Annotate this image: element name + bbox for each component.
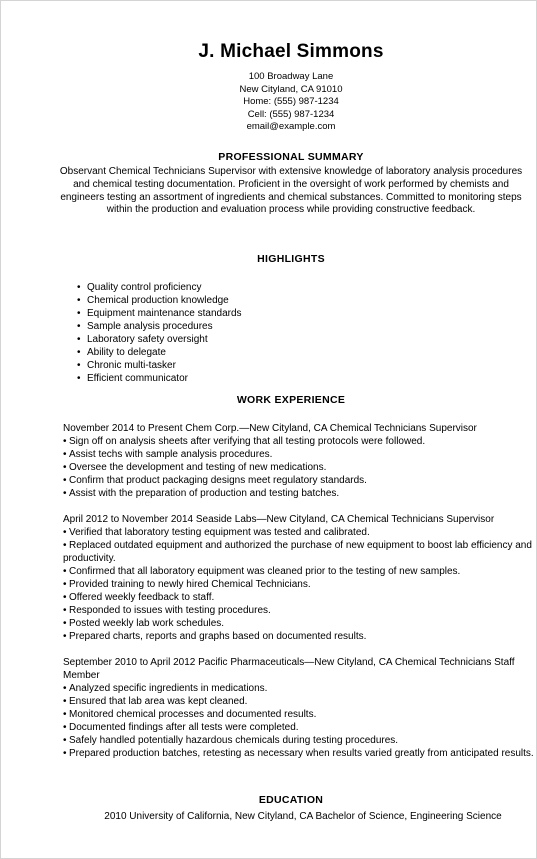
- job-bullet: • Analyzed specific ingredients in medications.: [63, 682, 537, 695]
- highlight-item: • Equipment maintenance standards: [77, 307, 242, 320]
- highlight-item: • Quality control proficiency: [77, 281, 242, 294]
- highlight-item: • Sample analysis procedures: [77, 320, 242, 333]
- highlight-item: • Laboratory safety oversight: [77, 333, 242, 346]
- candidate-name: J. Michael Simmons: [198, 41, 384, 62]
- job-bullet: • Responded to issues with testing procedures.: [63, 604, 537, 617]
- highlights-heading: HIGHLIGHTS: [257, 253, 325, 265]
- job-bullet: • Verified that laboratory testing equipment was tested and calibrated.: [63, 526, 537, 539]
- address-line: 100 Broadway Lane: [248, 71, 334, 82]
- highlight-item: • Chronic multi-tasker: [77, 359, 242, 372]
- job-bullet: • Replaced outdated equipment and authorized the purchase of new equipment to boost lab efficiency and productivity.: [63, 539, 537, 565]
- job-bullet: • Confirmed that all laboratory equipment was cleaned prior to the testing of new samples.: [63, 565, 537, 578]
- highlight-item: • Ability to delegate: [77, 346, 242, 359]
- cell-phone: Cell: (555) 987-1234: [247, 108, 335, 120]
- job-bullet: • Oversee the development and testing of new medications.: [63, 461, 537, 474]
- job-heading: April 2012 to November 2014 Seaside Labs—New Cityland, CA Chemical Technicians Supervisor: [63, 514, 495, 525]
- highlight-item: • Chemical production knowledge: [77, 294, 242, 307]
- contact-block: [1, 71, 537, 134]
- job-bullet: • Assist with the preparation of production and testing batches.: [63, 487, 537, 500]
- job-bullet: • Offered weekly feedback to staff.: [63, 591, 537, 604]
- highlight-item: • Efficient communicator: [77, 372, 242, 385]
- job-bullet: • Monitored chemical processes and documented results.: [63, 708, 537, 721]
- education-heading: EDUCATION: [258, 794, 324, 806]
- job-bullet: • Sign off on analysis sheets after verifying that all testing protocols were followed.: [63, 435, 537, 448]
- job-bullet: • Documented findings after all tests were completed.: [63, 721, 537, 734]
- summary-heading: PROFESSIONAL SUMMARY: [218, 151, 364, 163]
- experience-heading: WORK EXPERIENCE: [236, 394, 346, 406]
- job-bullet: • Prepared charts, reports and graphs based on documented results.: [63, 630, 537, 643]
- job-entry: [63, 656, 537, 760]
- job-entry: [63, 422, 537, 500]
- job-bullet: • Safely handled potentially hazardous chemicals during testing procedures.: [63, 734, 537, 747]
- job-bullets: [63, 526, 537, 643]
- city-line: New Cityland, CA 91010: [239, 83, 343, 95]
- job-bullet: • Ensured that lab area was kept cleaned.: [63, 695, 537, 708]
- job-entry: [63, 513, 537, 643]
- job-heading: November 2014 to Present Chem Corp.—New Cityland, CA Chemical Technicians Supervisor: [63, 423, 477, 434]
- job-bullets: [63, 435, 537, 500]
- email: email@example.com: [246, 121, 336, 132]
- job-bullet: • Posted weekly lab work schedules.: [63, 617, 537, 630]
- job-heading: September 2010 to April 2012 Pacific Pharmaceuticals—New Cityland, CA Chemical Technicians Staff Member: [63, 657, 515, 681]
- home-phone: Home: (555) 987-1234: [243, 96, 339, 107]
- job-bullet: • Prepared production batches, retesting as necessary when results varied greatly from anticipated results.: [63, 747, 537, 760]
- highlights-list: [77, 281, 242, 385]
- summary-text: Observant Chemical Technicians Supervisor with extensive knowledge of laboratory analysis procedures and chemical testing documentation. Proficient in the oversight of work performed by chemists and engineers testing an assortment of ingredients and chemical substances. Committed to monitoring steps within the production and evaluation process while providing constructive feedback.: [59, 166, 523, 216]
- job-bullet: • Assist techs with sample analysis procedures.: [63, 448, 537, 461]
- job-bullet: • Confirm that product packaging designs meet regulatory standards.: [63, 474, 537, 487]
- job-bullets: [63, 682, 537, 760]
- job-bullet: • Provided training to newly hired Chemical Technicians.: [63, 578, 537, 591]
- education-entry: 2010 University of California, New Cityland, CA Bachelor of Science, Engineering Science: [104, 811, 502, 822]
